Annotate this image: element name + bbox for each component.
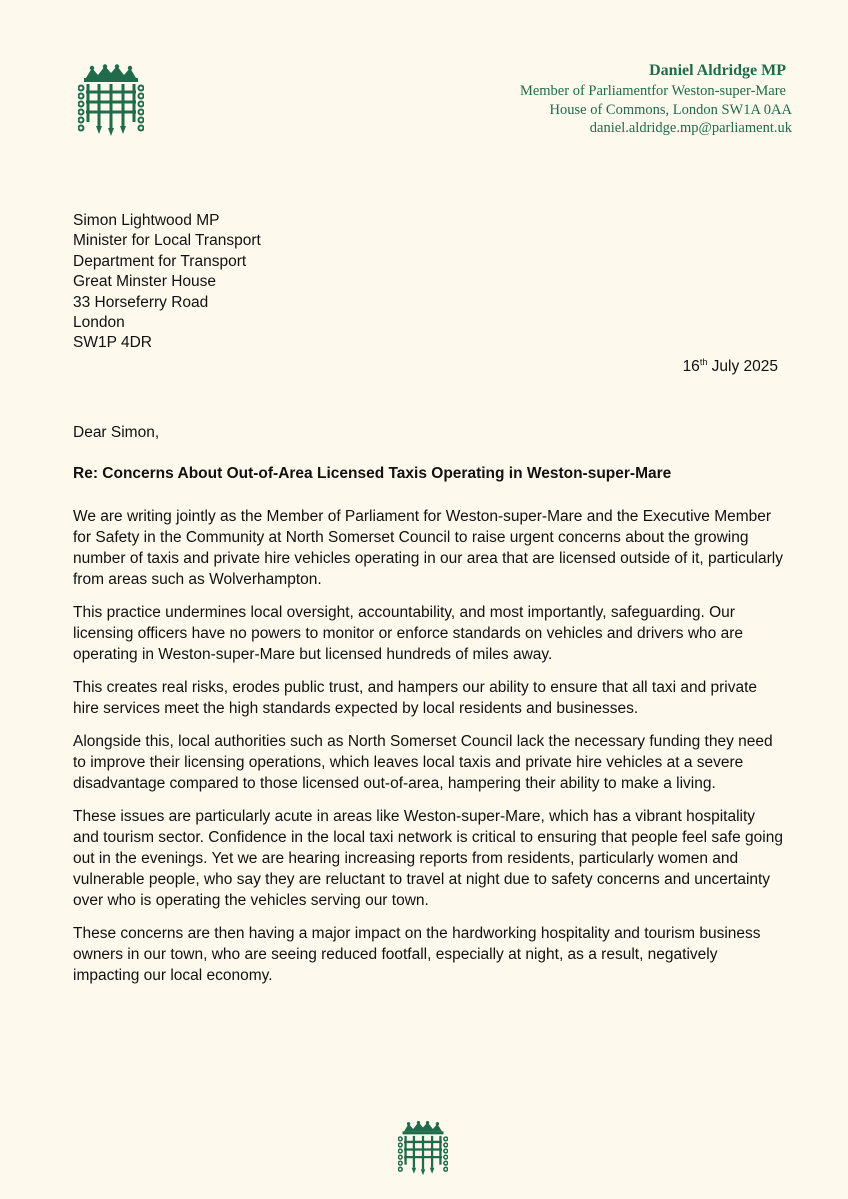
sender-email[interactable]: daniel.aldridge.mp@parliament.uk	[589, 120, 792, 136]
sender-role: Member of Parliamentfor Weston-super-Mare	[519, 83, 786, 99]
date-month-year: July 2025	[711, 358, 778, 375]
subject-line: Re: Concerns About Out-of-Area Licensed Taxis Operating in Weston-super-Mare	[73, 465, 672, 482]
sender-name: Daniel Aldridge MP	[649, 62, 786, 79]
recipient-line: Great Minster House	[73, 273, 216, 291]
sender-address: House of Commons, London SW1A 0AA	[549, 101, 792, 118]
recipient-line: Minister for Local Transport	[73, 232, 261, 250]
body-paragraph: These issues are particularly acute in areas like Weston-super-Mare, which has a vibrant hospitality and tourism sector. Confidence in the local taxi network is critical to ensuring that people feel safe going out in the evenings. Yet we are hearing increasing reports from residents, particularly women and vulnerable people, who say they are reluctant to travel at night due to safety concerns and uncertainty over who is operating the vehicles serving our town.	[73, 808, 783, 909]
body-paragraph: These concerns are then having a major impact on the hardworking hospitality and tourism business owners in our town, who are seeing reduced footfall, especially at night, as a result, negatively impacting our local economy.	[73, 925, 761, 984]
recipient-line: London	[73, 314, 125, 332]
portcullis-icon	[398, 1120, 448, 1176]
recipient-address	[73, 211, 261, 354]
letter-body	[73, 506, 783, 998]
body-paragraph: We are writing jointly as the Member of Parliament for Weston-super-Mare and the Executive Member for Safety in the Community at North Somerset Council to raise urgent concerns about the growing number of taxis and private hire vehicles operating in our area that are licensed outside of it, particularly from areas such as Wolverhampton.	[73, 508, 783, 588]
date-day: 16	[682, 358, 700, 375]
sender-block	[520, 60, 792, 138]
body-paragraph: This creates real risks, erodes public trust, and hampers our ability to ensure that all taxi and private hire services meet the high standards expected by local residents and businesses.	[73, 679, 758, 717]
letter-date	[683, 357, 778, 377]
body-paragraph: This practice undermines local oversight, accountability, and most importantly, safeguarding. Our licensing officers have no powers to monitor or enforce standards on vehicles and drivers who are operating in Weston-super-Mare but licensed hundreds of miles away.	[73, 604, 744, 663]
recipient-line: Department for Transport	[73, 252, 247, 270]
recipient-line: 33 Horseferry Road	[73, 293, 209, 311]
recipient-line: SW1P 4DR	[73, 334, 152, 352]
recipient-line: Simon Lightwood MP	[73, 212, 220, 229]
date-suffix: th	[699, 357, 708, 367]
body-paragraph: Alongside this, local authorities such as North Somerset Council lack the necessary funding they need to improve their licensing operations, which leaves local taxis and private hire vehicles at a severe disadvantage compared to those licensed out-of-area, hampering their ability to make a living.	[73, 733, 773, 792]
salutation: Dear Simon,	[73, 424, 160, 441]
portcullis-icon	[78, 64, 144, 136]
